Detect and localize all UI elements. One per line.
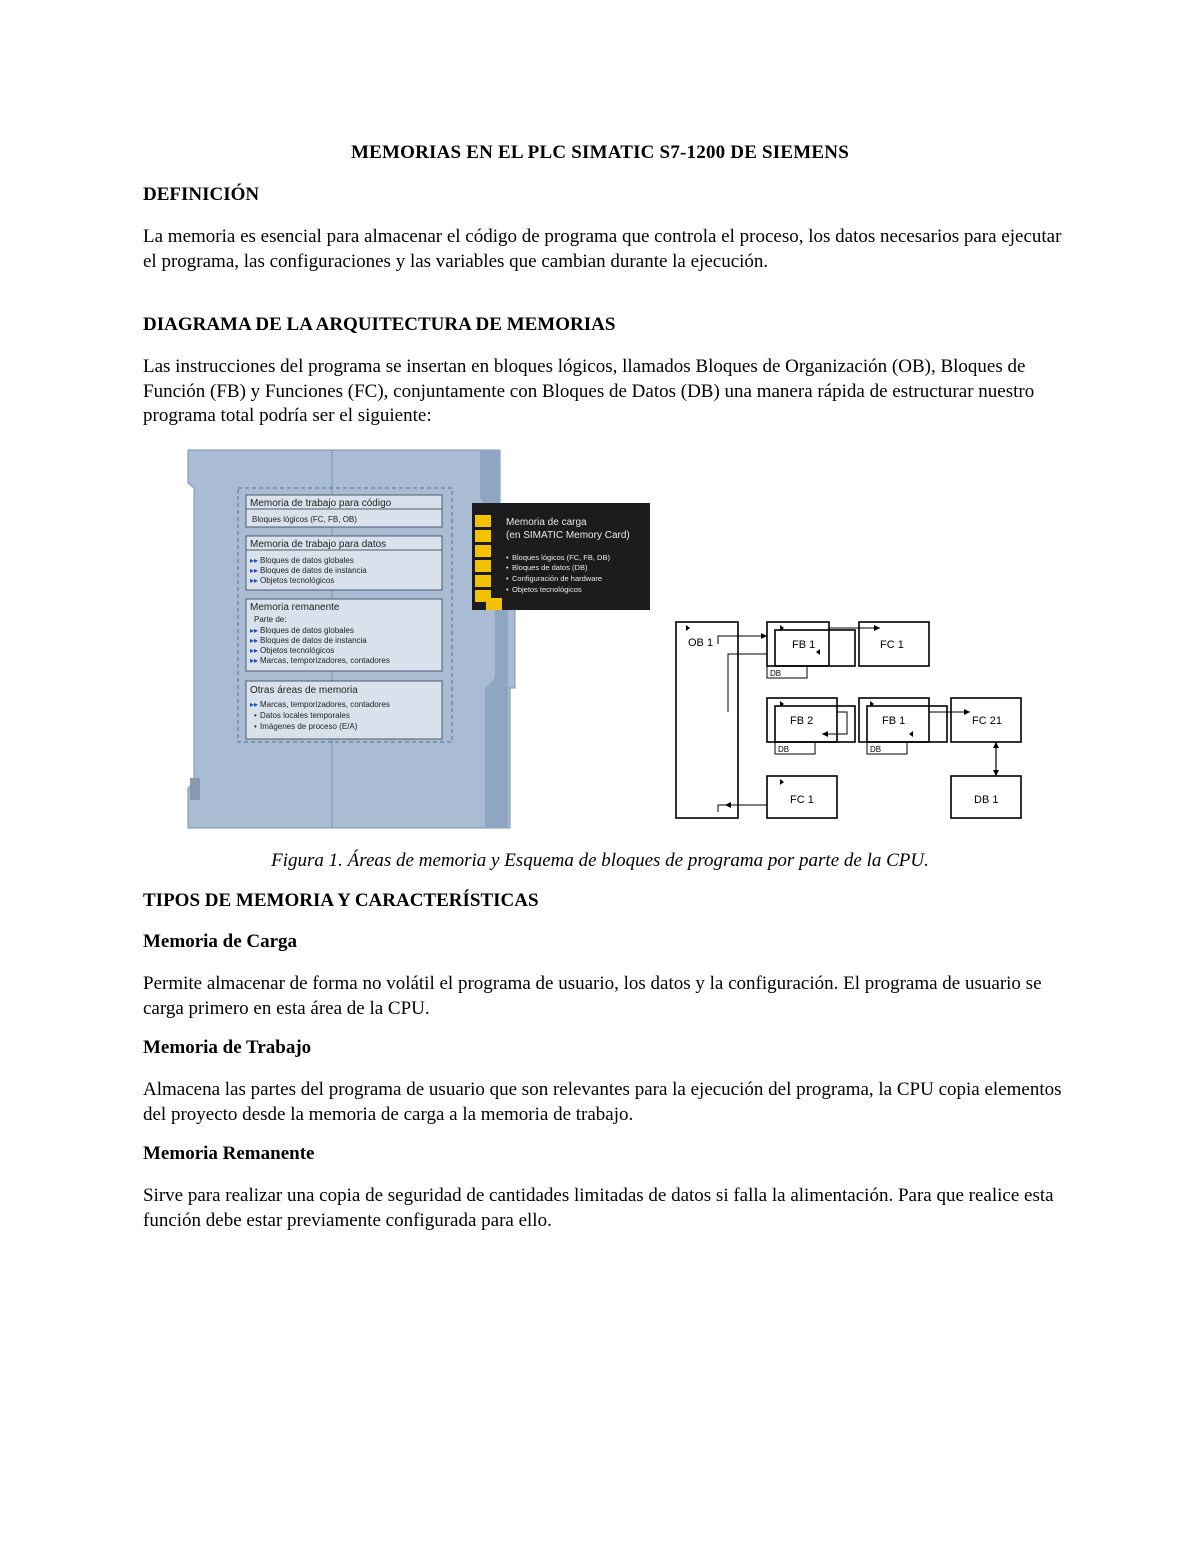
datos-bullet-1: ▸▸ (250, 556, 259, 565)
datos-item-1: Bloques de datos globales (260, 556, 354, 565)
datos-bullet-2: ▸▸ (250, 566, 259, 575)
remanente-bullet-2: ▸▸ (250, 636, 259, 645)
memory-card (472, 503, 650, 610)
codigo-title: Memoria de trabajo para código (250, 498, 392, 509)
figure-svg (180, 448, 1040, 838)
box-memoria-codigo (246, 495, 442, 527)
remanente-bullet-4: ▸▸ (250, 656, 259, 665)
remanente-item-2: Bloques de datos de instancia (260, 636, 367, 645)
codigo-item-1: Bloques lógicos (FC, FB, OB) (252, 515, 357, 524)
remanente-item-3: Objetos tecnológicos (260, 646, 335, 655)
card-item-1: Bloques lógicos (FC, FB, DB) (512, 553, 610, 562)
box-memoria-datos (246, 536, 442, 590)
otras-item-2: Datos locales temporales (260, 711, 350, 720)
label-fb1-top: FB 1 (792, 639, 816, 651)
heading-remanente: Memoria Remanente (143, 1143, 315, 1164)
remanente-bullet-1: ▸▸ (250, 626, 259, 635)
otras-title: Otras áreas de memoria (250, 685, 358, 696)
label-db-mid: DB (870, 745, 882, 754)
arrow-ob1-fb1 (718, 636, 767, 644)
document-title: MEMORIAS EN EL PLC SIMATIC S7-1200 DE SIEMENS (351, 142, 849, 163)
otras-item-1: Marcas, temporizadores, contadores (260, 700, 390, 709)
label-fc1-top: FC 1 (880, 639, 904, 651)
heading-trabajo: Memoria de Trabajo (143, 1037, 312, 1058)
heading-diagrama: DIAGRAMA DE LA ARQUITECTURA DE MEMORIAS (143, 314, 616, 335)
remanente-item-4: Marcas, temporizadores, contadores (260, 656, 390, 665)
heading-tipos: TIPOS DE MEMORIA Y CARACTERÍSTICAS (143, 890, 539, 911)
label-db1: DB 1 (974, 794, 999, 806)
card-title-2: (en SIMATIC Memory Card) (506, 530, 630, 541)
remanente-title: Memoria remanente (250, 602, 340, 613)
otras-bullet-3: • (254, 722, 257, 731)
otras-bullet-2: • (254, 711, 257, 720)
paragraph-diagrama: Las instrucciones del programa se insertan en bloques lógicos, llamados Bloques de Organización (OB), Bloques de Función (FB) y Funciones (FC), conjuntamente con Bloques de Datos (DB) una manera rápida de estructurar nuestro programa total podría ser el siguiente: (143, 356, 1035, 426)
label-ob1: OB 1 (688, 637, 714, 649)
otras-item-3: Imágenes de proceso (E/A) (260, 722, 358, 731)
remanente-item-1: Bloques de datos globales (260, 626, 354, 635)
arrow-fb2-loop (822, 712, 847, 734)
arrowheads (686, 625, 999, 808)
figure-memory-architecture (180, 448, 1040, 838)
block-ob1 (676, 622, 738, 818)
paragraph-definicion: La memoria es esencial para almacenar el código de programa que controla el proceso, los datos necesarios para ejecutar el programa, las configuraciones y las variables que cambian durante la ejecución. (143, 226, 1062, 272)
program-block-diagram (676, 622, 1021, 818)
arrow-fc1-ob1 (718, 805, 767, 812)
arrow-ob1-fb2 (728, 654, 767, 712)
heading-carga: Memoria de Carga (143, 931, 298, 952)
paragraph-carga: Permite almacenar de forma no volátil el programa de usuario, los datos y la configuración. El programa de usuario se carga primero en esta área de la CPU. (143, 973, 1042, 1019)
block-fb2-shadow (775, 706, 855, 742)
card-bullet-4: • (506, 585, 509, 594)
label-db-fb2: DB (778, 745, 790, 754)
block-fb1-mid-shadow (867, 706, 947, 742)
datos-title: Memoria de trabajo para datos (250, 539, 387, 550)
figure-caption: Figura 1. Áreas de memoria y Esquema de bloques de programa por parte de la CPU. (271, 850, 929, 871)
label-fb2: FB 2 (790, 715, 814, 727)
card-bullet-3: • (506, 574, 509, 583)
label-fb1-mid: FB 1 (882, 715, 906, 727)
card-title-1: Memoria de carga (506, 517, 587, 528)
remanente-bullet-3: ▸▸ (250, 646, 259, 655)
datos-item-3: Objetos tecnológicos (260, 576, 335, 585)
card-bullet-2: • (506, 563, 509, 572)
heading-definicion: DEFINICIÓN (143, 184, 260, 205)
datos-bullet-3: ▸▸ (250, 576, 259, 585)
card-bullet-1: • (506, 553, 509, 562)
remanente-sub: Parte de: (254, 615, 287, 624)
label-fc21: FC 21 (972, 715, 1002, 727)
block-labels (688, 637, 1002, 806)
label-db-top: DB (770, 669, 782, 678)
card-item-3: Configuración de hardware (512, 574, 603, 583)
box-otras-areas (246, 681, 442, 739)
label-fc1-bottom: FC 1 (790, 794, 814, 806)
card-item-2: Bloques de datos (DB) (512, 563, 588, 572)
card-item-4: Objetos tecnológicos (512, 585, 582, 594)
otras-bullet-1: ▸▸ (250, 700, 259, 709)
datos-item-2: Bloques de datos de instancia (260, 566, 367, 575)
paragraph-remanente: Sirve para realizar una copia de seguridad de cantidades limitadas de datos si falla la alimentación. Para que realice esta función debe estar previamente configurada para ello. (143, 1185, 1054, 1231)
box-memoria-remanente (246, 599, 442, 671)
paragraph-trabajo: Almacena las partes del programa de usuario que son relevantes para la ejecución del programa, la CPU copia elementos del proyecto desde la memoria de carga a la memoria de trabajo. (143, 1079, 1062, 1125)
